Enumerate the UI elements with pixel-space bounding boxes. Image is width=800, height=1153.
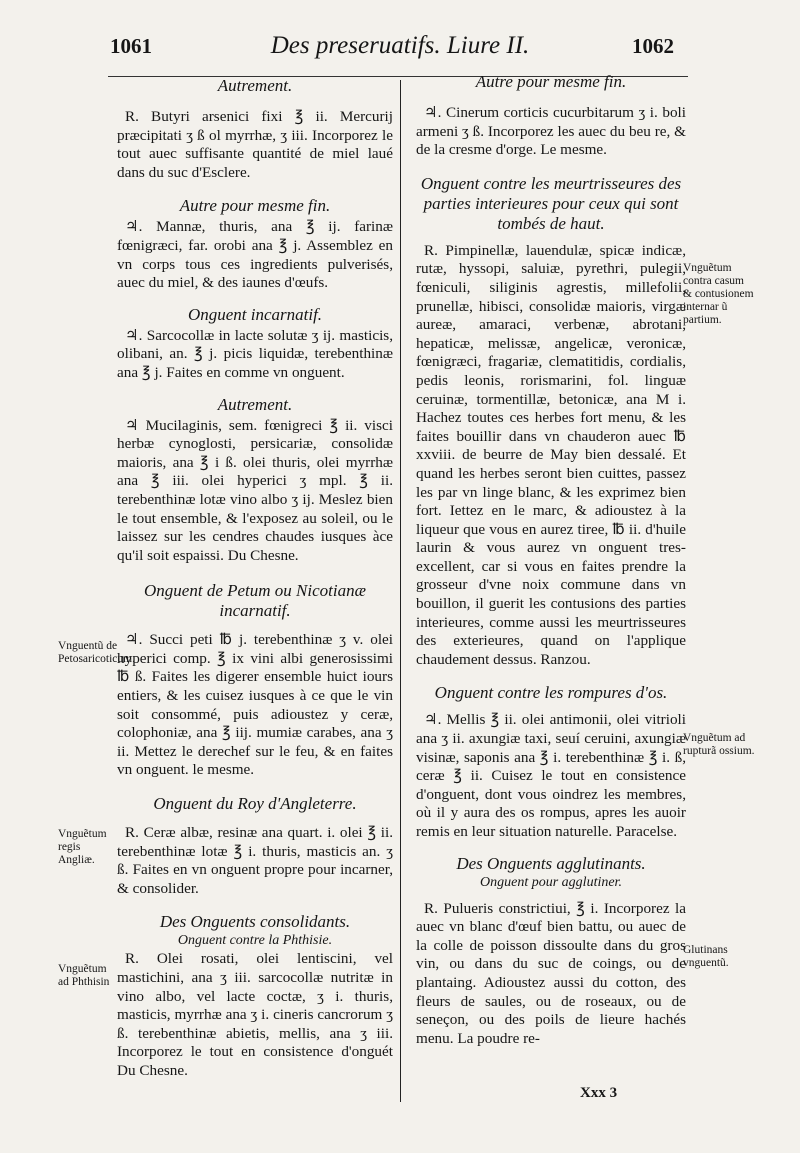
recipe-paragraph: R. Olei rosati, olei lentiscini, vel mastichini, ana ʒ iii. sarcocollæ nutritæ in vino albo, vel lacte coctæ, ʒ i. thuris, masticis, myrrhæ ana ʒ i. cineris cancrorum ʒ ß. terebenthinæ abietis, mellis, ana ʒ iii. Incorporez le tout en consistence d'onguét Du Chesne. (117, 950, 393, 1079)
signature-mark: Xxx 3 (580, 1085, 618, 1101)
left-column (117, 76, 393, 1081)
section-heading: Des Onguents agglutinants. (456, 853, 646, 873)
section-heading: Onguent de Petum ou Nicotianæ incarnatif. (144, 581, 366, 621)
subsection-heading: Onguent pour agglutiner. (480, 874, 622, 890)
running-title: Des preseruatifs. Liure II. (270, 32, 530, 59)
column-divider (400, 80, 401, 1102)
section-heading: Onguent contre les meurtrisseures des parties interieures pour ceux qui sont tombés de haut. (420, 173, 682, 233)
margin-note: Glutinans vnguentũ. (683, 944, 729, 969)
margin-note: Vnguẽtum ad rupturã ossium. (683, 732, 755, 757)
margin-note: Vnguẽtum contra casum & contusionem internar ũ partium. (683, 262, 754, 326)
recipe-paragraph: ♃. Mellis ℥ ii. olei antimonii, olei vitrioli ana ʒ ii. axungiæ taxi, seuí ceruini, axungiæ visinæ, saponis ana ℥ i. terebenthinæ ℥ i. ß, ceræ ℥ ii. Cuisez le tout en consistence d'onguent, dont vous oindrez les membres, où il y aura des os rompus, apres les auoir remis en leur situation naturelle. Paracelse. (416, 711, 686, 840)
recipe-paragraph: ♃ Mucilaginis, sem. fœnigreci ℥ ii. visci herbæ cynoglosti, persicariæ, consolidæ maioris, ana ℥ i ß. olei thuris, olei myrrhæ ana ℥ iii. olei hyperici ʒ mpl. ℥ ii. terebenthinæ lotæ vino albo ʒ ij. Meslez bien le tout ensemble, & l'exposez au soleil, ou le laissez sur les cendres chaudes iusques àce qu'il soit espaissi. Du Chesne. (117, 416, 393, 564)
margin-note: Vnguentũ de Petosaricoticum. (58, 640, 135, 665)
section-heading: Autre pour mesme fin. (179, 196, 331, 216)
subsection-heading: Onguent contre la Phthisie. (177, 933, 333, 949)
section-heading: Autrement. (217, 76, 293, 95)
recipe-paragraph: ♃. Sarcocollæ in lacte solutæ ʒ ij. masticis, olibani, an. ℥ j. picis liquidæ, terebenthinæ ana ℥ j. Faites en comme vn onguent. (117, 326, 393, 381)
section-heading: Onguent du Roy d'Angleterre. (153, 794, 357, 814)
section-heading: Des Onguents consolidants. (159, 912, 351, 932)
running-header (0, 32, 800, 72)
page-number-left: 1061 (110, 34, 152, 58)
margin-note: Vnguẽtum regis Angliæ. (58, 828, 107, 866)
page-number-right: 1062 (632, 34, 674, 58)
recipe-paragraph: R. Ceræ albæ, resinæ ana quart. i. olei ℥ ii. terebenthinæ lotæ ℥ i. thuris, masticis an. ʒ ß. Faites en vn onguent propre pour incarner, & consolider. (117, 824, 393, 897)
right-column (416, 72, 686, 1048)
section-heading: Autre pour mesme fin. (475, 72, 627, 91)
recipe-paragraph: R. Pulueris constrictiui, ℥ i. Incorporez la auec vn blanc d'œuf bien battu, ou auec de la colle de poisson dissoulte dans du gros vin, ou dans du suc de coings, ou de plantaing. Adioustez aussi du cotton, des fleurs de saules, ou de roseaux, ou de seneçon, ou des poils de lieure hachés menu. La poudre re- (416, 899, 686, 1047)
recipe-paragraph: ♃. Cinerum corticis cucurbitarum ʒ i. boli armeni ʒ ß. Incorporez les auec du beu re, & de la cresme d'orge. Le mesme. (416, 104, 686, 159)
recipe-paragraph: ♃. Mannæ, thuris, ana ℥ ij. farinæ fœnigræci, far. orobi ana ℥ j. Assemblez en vn corps tous ces ingredients pulverisés, auec du miel, & des iaunes d'œufs. (117, 218, 393, 292)
recipe-paragraph: ♃. Succi peti ℔ j. terebenthinæ ʒ v. olei hyperici comp. ℥ ix vini albi generosissimi ℔ ß. Faites les digerer ensemble huict iours entiers, & les cuisez iusques à ce que le vin soit consommé, puis adioustez y ceræ, colophoniæ, ana ℥ iij. mumiæ carabes, ana ʒ ii. Mettez le derechef sur le feu, & en faites vn onguent. le mesme. (117, 631, 393, 779)
recipe-paragraph: R. Pimpinellæ, lauendulæ, spicæ indicæ, rutæ, hyssopi, saluiæ, pyrethri, pulegii, fœniculi, siliginis agrestis, millefolii, prunellæ, hibisci, consolidæ maioris, virgæ aureæ, amaraci, verbenæ, abrotani, hepaticæ, melissæ, angelicæ, veronicæ, fœnigræci, fragariæ, clematitidis, cordialis, pedis leonis, rorismarini, fol. linguæ ceruinæ, tormentillæ, betonicæ, ana M i. Hachez toutes ces herbes fort menu, & les faites bouillir dans vn chauderon auec ℔ xxviii. de beurre de May bien dessalé. Et quand les herbes seront bien cuittes, passez les par vn linge blanc, & les exprimez bien fort. Iettez en le marc, & adioustez à la liqueur que vous en aurez tiree, ℔ ii. d'huile laurin & vous aurez vn onguent tres-excellent, car si vous en faites prendre la grosseur d'vne noix commune dans vn bouillon, il guerit les contusions des parties interieures, comme aussi les meurtrisseures des exterieures, quand on l'applique chaudement dessus. Ranzou. (416, 241, 686, 668)
recipe-paragraph: R. Butyri arsenici fixi ℥ ii. Mercurij præcipitati ʒ ß ol myrrhæ, ʒ iii. Incorporez le tout auec suffisante quantité de miel laué dans du suc d'Esclere. (117, 108, 393, 181)
section-heading: Onguent incarnatif. (187, 304, 323, 324)
margin-note: Vnguẽtum ad Phthisin (58, 963, 110, 988)
section-heading: Autrement. (217, 394, 293, 414)
section-heading: Onguent contre les rompures d'os. (434, 683, 668, 703)
